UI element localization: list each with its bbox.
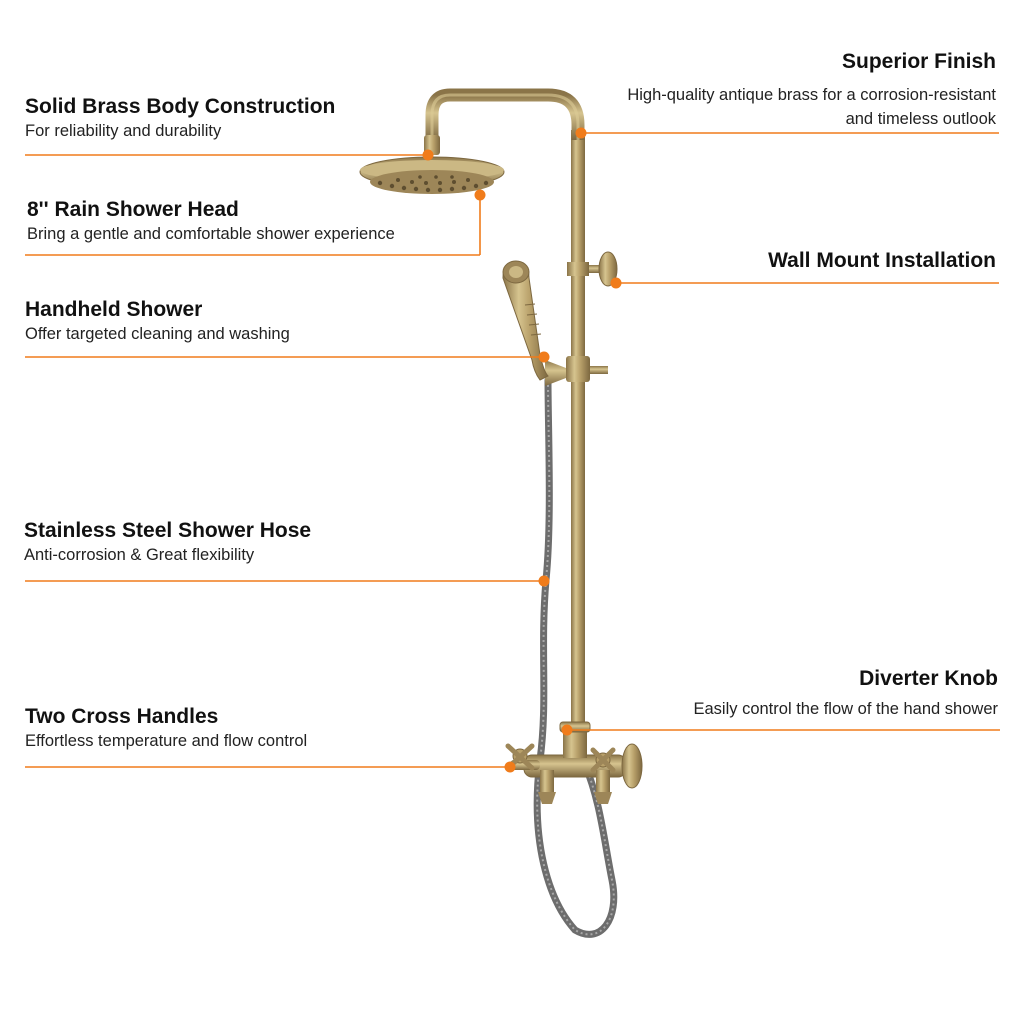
callout-dot-cross-handles: [505, 762, 516, 773]
callout-dot-rain-head: [475, 190, 486, 201]
callout-cross-handles: [25, 705, 307, 753]
callout-wall-mount: [768, 249, 996, 273]
callout-dot-handheld: [539, 352, 550, 363]
callout-title: Handheld Shower: [25, 298, 203, 321]
callout-rain-head: [27, 198, 395, 246]
callout-desc: For reliability and durability: [25, 122, 222, 140]
riser-pipe: [571, 130, 585, 745]
shower-arm: [432, 95, 578, 140]
callout-dot-diverter: [562, 725, 573, 736]
cross-handle-right: [593, 750, 613, 770]
callout-title: Superior Finish: [841, 50, 996, 73]
handheld-holder: [545, 356, 608, 386]
callout-desc-line1: High-quality antique brass for a corrosion-resistant: [627, 86, 996, 104]
callout-desc: Anti-corrosion & Great flexibility: [24, 546, 255, 564]
callout-title: Diverter Knob: [859, 667, 998, 690]
callout-hose: [24, 519, 311, 567]
callout-desc: Easily control the flow of the hand shower: [693, 700, 998, 718]
callout-handheld: [25, 298, 290, 346]
callout-desc: Effortless temperature and flow control: [25, 732, 308, 750]
callout-desc-line2: and timeless outlook: [845, 110, 996, 128]
callout-dot-hose: [539, 576, 550, 587]
rain-shower-head: [360, 157, 504, 194]
callout-diverter: [693, 667, 998, 721]
callout-title: 8'' Rain Shower Head: [27, 198, 239, 221]
callout-solid-brass: [25, 95, 335, 143]
callout-desc: Offer targeted cleaning and washing: [25, 325, 290, 343]
handheld-shower: [503, 261, 548, 380]
callout-dot-solid-brass: [423, 150, 434, 161]
callout-dot-wall-mount: [611, 278, 622, 289]
callout-finish: [627, 50, 996, 131]
callout-desc: Bring a gentle and comfortable shower experience: [27, 225, 395, 243]
callout-dot-finish: [576, 128, 587, 139]
callout-title: Two Cross Handles: [25, 705, 219, 728]
callout-title: Solid Brass Body Construction: [25, 95, 336, 118]
callout-title: Wall Mount Installation: [768, 249, 996, 272]
callout-title: Stainless Steel Shower Hose: [24, 519, 312, 542]
